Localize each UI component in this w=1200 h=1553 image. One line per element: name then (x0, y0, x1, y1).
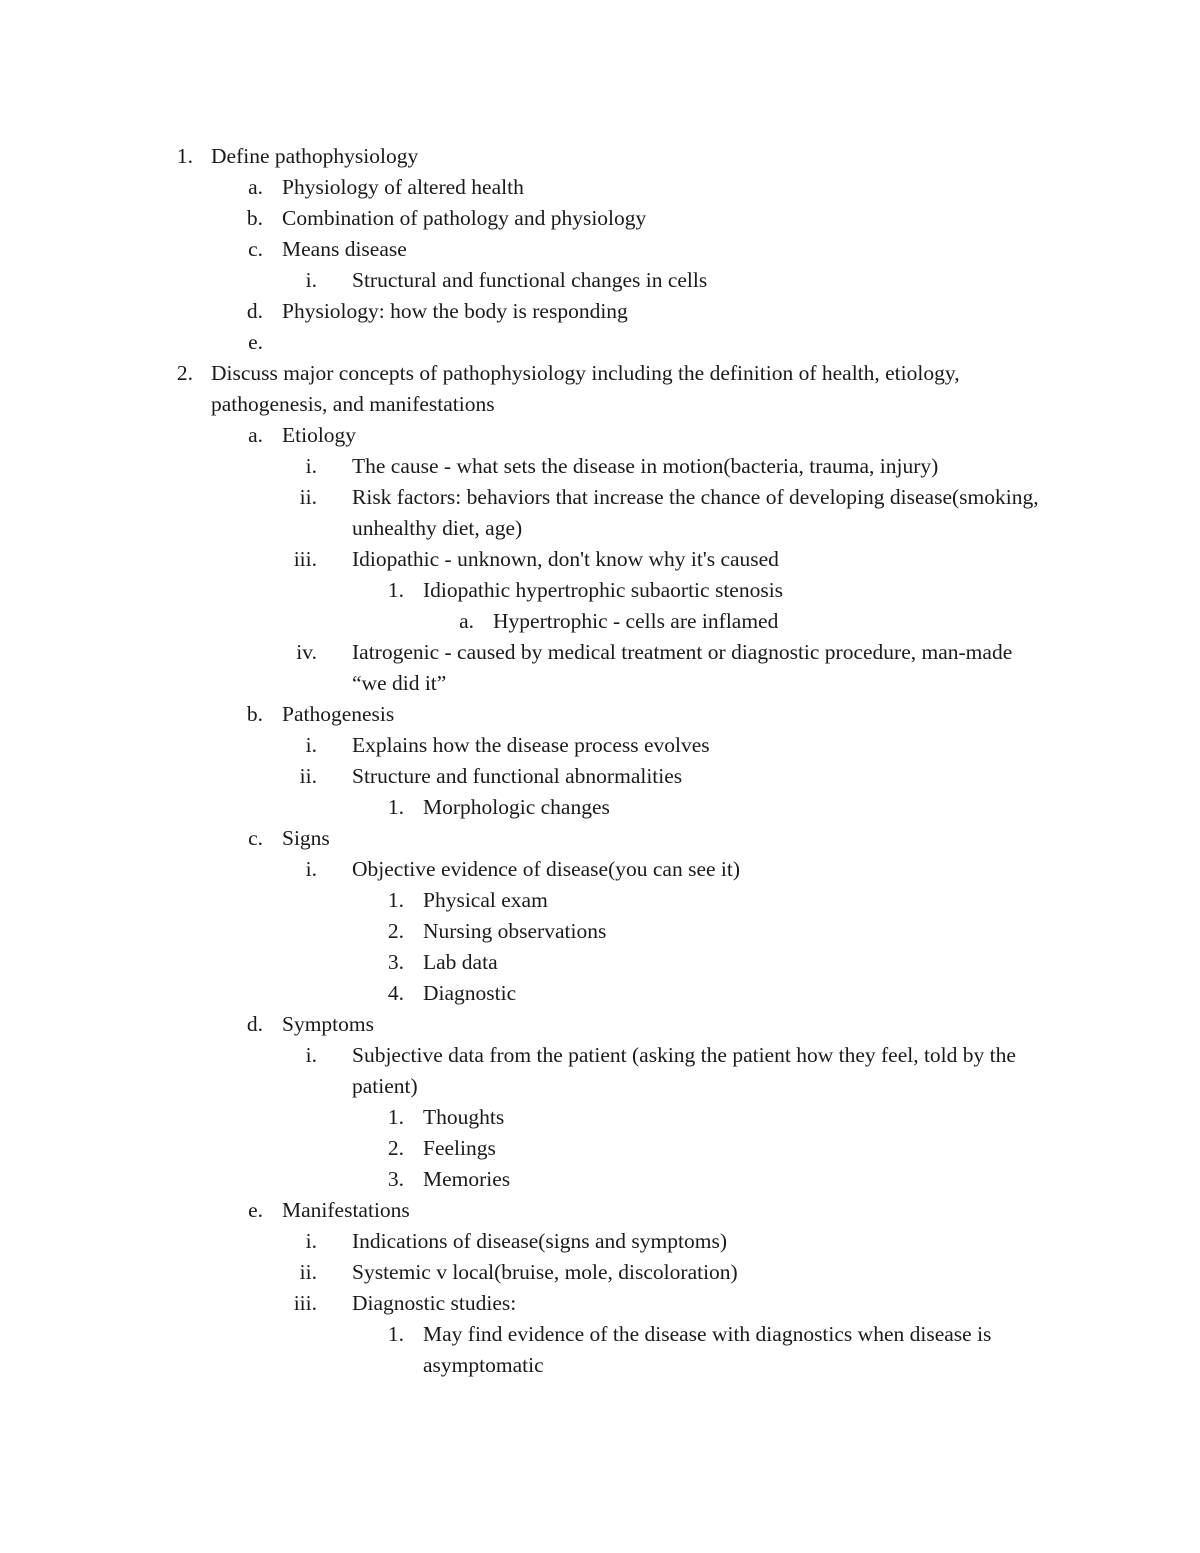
outline-item-level-2 (0, 699, 1200, 730)
list-marker: iii. (293, 1291, 317, 1315)
outline-item-level-3 (0, 1040, 1200, 1102)
list-item-text: Symptoms (282, 1012, 374, 1036)
list-marker: b. (246, 206, 263, 230)
list-marker: 3. (387, 950, 404, 974)
list-item-text: Structure and functional abnormalities (352, 764, 683, 788)
outline-item-level-4 (0, 1102, 1200, 1133)
list-marker: iv. (296, 640, 317, 664)
list-item-text: Subjective data from the patient (asking the patient how they feel, told by the patient) (352, 1043, 1016, 1098)
list-marker: 4. (387, 981, 404, 1005)
outline-item-level-1 (0, 358, 1200, 420)
list-item-text: Idiopathic hypertrophic subaortic stenosis (423, 578, 784, 602)
list-item-text: Physiology: how the body is responding (282, 299, 628, 323)
outline-item-level-3 (0, 451, 1200, 482)
outline-item-level-5 (0, 606, 1200, 637)
outline-item-level-3 (0, 730, 1200, 761)
list-marker: 2. (387, 919, 404, 943)
list-marker: b. (246, 702, 263, 726)
outline-item-level-3 (0, 1288, 1200, 1319)
list-item-text: Risk factors: behaviors that increase the chance of developing disease(smoking, unhealthy diet, age) (352, 485, 1039, 540)
outline-item-level-2 (0, 296, 1200, 327)
list-item-text: Etiology (282, 423, 357, 447)
list-item-text: May find evidence of the disease with diagnostics when disease is asymptomatic (423, 1322, 992, 1377)
outline-item-level-3 (0, 544, 1200, 575)
outline-item-level-2 (0, 172, 1200, 203)
list-marker: 1. (387, 795, 404, 819)
list-marker: ii. (299, 1260, 317, 1284)
outline-item-level-4 (0, 1319, 1200, 1381)
outline-item-level-4 (0, 1164, 1200, 1195)
outline-item-level-4 (0, 792, 1200, 823)
outline-item-level-3 (0, 1257, 1200, 1288)
list-marker: 1. (387, 1105, 404, 1129)
document-page (0, 141, 1200, 1381)
outline-item-level-3 (0, 1226, 1200, 1257)
outline-item-level-4 (0, 978, 1200, 1009)
list-marker: ii. (299, 485, 317, 509)
list-marker: i. (305, 268, 317, 292)
list-marker: i. (305, 1229, 317, 1253)
list-item-text: Nursing observations (423, 919, 607, 943)
outline-item-level-2 (0, 234, 1200, 265)
outline-item-level-4 (0, 947, 1200, 978)
outline-item-level-3 (0, 482, 1200, 544)
outline-item-level-3 (0, 265, 1200, 296)
outline-item-level-2 (0, 203, 1200, 234)
list-marker: i. (305, 733, 317, 757)
list-marker: a. (248, 175, 263, 199)
list-item-text: Systemic v local(bruise, mole, discoloration) (352, 1260, 738, 1284)
outline-item-level-2 (0, 1195, 1200, 1226)
list-marker: i. (305, 454, 317, 478)
outline-item-level-3 (0, 854, 1200, 885)
list-marker: ii. (299, 764, 317, 788)
list-item-text: Iatrogenic - caused by medical treatment or diagnostic procedure, man-made “we did it” (352, 640, 1013, 695)
outline-item-level-2 (0, 1009, 1200, 1040)
list-item-text: The cause - what sets the disease in motion(bacteria, trauma, injury) (352, 454, 939, 478)
list-marker: d. (246, 299, 263, 323)
list-item-text: Signs (282, 826, 330, 850)
list-item-text: Structural and functional changes in cells (352, 268, 708, 292)
list-item-text: Diagnostic studies: (352, 1291, 517, 1315)
list-marker: 1. (176, 144, 193, 168)
list-item-text: Explains how the disease process evolves (352, 733, 710, 757)
list-marker: 3. (387, 1167, 404, 1191)
list-item-text: Morphologic changes (423, 795, 610, 819)
list-item-text: Hypertrophic - cells are inflamed (493, 609, 779, 633)
list-item-text: Discuss major concepts of pathophysiology including the definition of health, etiology, pathogenesis, and manifestations (211, 361, 960, 416)
list-marker: d. (246, 1012, 263, 1036)
list-marker: c. (248, 237, 263, 261)
list-item-text: Means disease (282, 237, 407, 261)
list-item-text: Indications of disease(signs and symptoms) (352, 1229, 728, 1253)
list-item-text: Physiology of altered health (282, 175, 524, 199)
outline-item-level-1 (0, 141, 1200, 172)
list-marker: 2. (176, 361, 193, 385)
outline-item-level-3 (0, 761, 1200, 792)
list-item-text: Lab data (423, 950, 498, 974)
list-marker: c. (248, 826, 263, 850)
outline-item-level-4 (0, 1133, 1200, 1164)
list-marker: a. (459, 609, 474, 633)
list-marker: a. (248, 423, 263, 447)
outline-item-level-4 (0, 575, 1200, 606)
list-marker: iii. (293, 547, 317, 571)
list-marker: 1. (387, 1322, 404, 1346)
outline-item-level-2 (0, 327, 1200, 358)
list-marker: 2. (387, 1136, 404, 1160)
list-item-text: Manifestations (282, 1198, 410, 1222)
list-marker: 1. (387, 888, 404, 912)
list-item-text: Thoughts (423, 1105, 505, 1129)
list-marker: e. (248, 330, 263, 354)
outline-item-level-3 (0, 637, 1200, 699)
list-item-text: Diagnostic (423, 981, 517, 1005)
list-marker: e. (248, 1198, 263, 1222)
outline-item-level-4 (0, 885, 1200, 916)
outline-item-level-2 (0, 823, 1200, 854)
list-item-text: Physical exam (423, 888, 548, 912)
list-item-text: Feelings (423, 1136, 496, 1160)
list-item-text: Objective evidence of disease(you can see it) (352, 857, 741, 881)
list-item-text: Memories (423, 1167, 511, 1191)
outline-item-level-2 (0, 420, 1200, 451)
list-item-text: Define pathophysiology (211, 144, 419, 168)
list-item-text: Combination of pathology and physiology (282, 206, 647, 230)
list-marker: i. (305, 1043, 317, 1067)
list-item-text: Pathogenesis (282, 702, 395, 726)
list-item-text: Idiopathic - unknown, don't know why it's caused (352, 547, 779, 571)
outline-item-level-4 (0, 916, 1200, 947)
list-marker: 1. (387, 578, 404, 602)
list-marker: i. (305, 857, 317, 881)
